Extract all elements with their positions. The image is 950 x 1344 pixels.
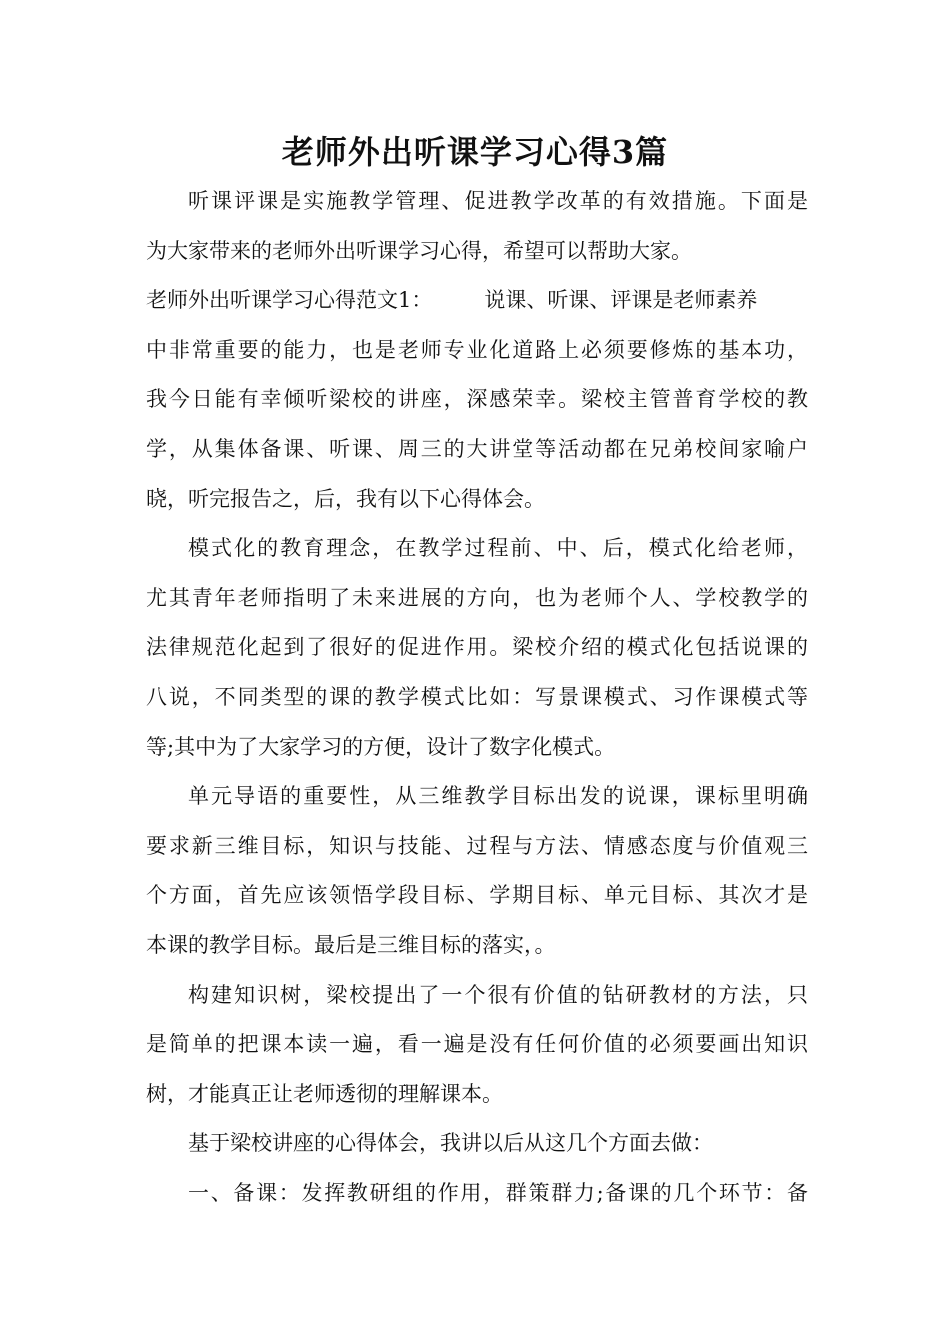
section-heading: 老师外出听课学习心得范文1： [146, 288, 433, 313]
paragraph-line: 学，从集体备课、听课、周三的大讲堂等活动都在兄弟校间家喻户 [146, 436, 808, 461]
paragraph-line: 本课的教学目标。最后是三维目标的落实，。 [146, 932, 556, 957]
paragraph-line: 要求新三维目标，知识与技能、过程与方法、情感态度与价值观三 [146, 833, 808, 858]
paragraph-text: 说课、听课、评课是老师素养 [484, 288, 758, 313]
paragraph-line: 是简单的把课本读一遍，看一遍是没有任何价值的必须要画出知识 [146, 1032, 808, 1057]
paragraph-line: 中非常重要的能力，也是老师专业化道路上必须要修炼的基本功， [146, 337, 808, 362]
document-title: 老师外出听课学习心得3篇 [281, 133, 669, 171]
paragraph-line: 构建知识树，梁校提出了一个很有价值的钻研教材的方法，只 [188, 982, 808, 1007]
paragraph-line: 听课评课是实施教学管理、促进教学改革的有效措施。下面是 [188, 189, 808, 213]
paragraph-line: 基于梁校讲座的心得体会，我讲以后从这几个方面去做： [188, 1131, 713, 1156]
paragraph-line [146, 276, 808, 326]
paragraph-line: 模式化的教育理念，在教学过程前、中、后，模式化给老师， [188, 536, 808, 561]
paragraph-line: 法律规范化起到了很好的促进作用。梁校介绍的模式化包括说课的 [146, 635, 808, 660]
paragraph-line: 晓，听完报告之，后，我有以下心得体会。 [146, 486, 545, 511]
paragraph-line: 一、备课：发挥教研组的作用，群策群力;备课的几个环节：备 [188, 1180, 808, 1205]
paragraph-line: 我今日能有幸倾听梁校的讲座，深感荣幸。梁校主管普育学校的教 [146, 387, 808, 412]
paragraph-line: 等;其中为了大家学习的方便，设计了数字化模式。 [146, 734, 616, 759]
paragraph-line: 为大家带来的老师外出听课学习心得，希望可以帮助大家。 [146, 238, 692, 263]
document-body [146, 177, 808, 1218]
paragraph-line: 个方面，首先应该领悟学段目标、学期目标、单元目标、其次才是 [146, 883, 808, 908]
paragraph-line: 尤其青年老师指明了未来进展的方向，也为老师个人、学校教学的 [146, 585, 808, 610]
paragraph-line: 树，才能真正让老师透彻的理解课本。 [146, 1081, 503, 1106]
paragraph-line: 八说，不同类型的课的教学模式比如：写景课模式、习作课模式等 [146, 684, 808, 709]
paragraph-line: 单元导语的重要性，从三维教学目标出发的说课，课标里明确 [188, 784, 808, 809]
